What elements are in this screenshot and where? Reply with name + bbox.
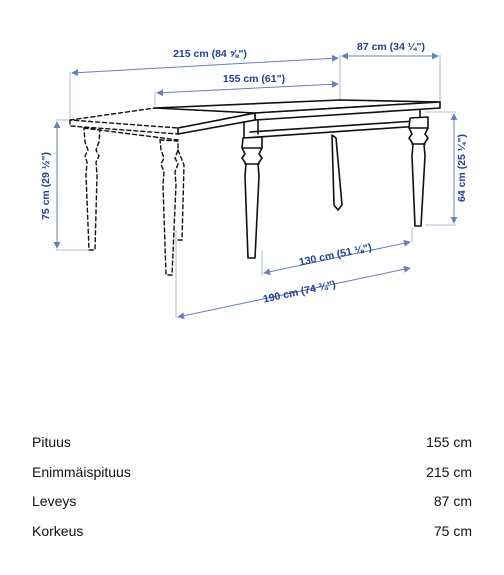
spec-label: Pituus [32, 434, 71, 450]
dim-line-max-length [72, 58, 338, 73]
spec-value: 75 cm [433, 522, 472, 539]
spec-value: 155 cm [426, 434, 472, 450]
dim-label-depth: 87 cm (34 ¼") [356, 41, 426, 53]
spec-list [32, 434, 472, 552]
spec-label: Leveys [32, 493, 77, 509]
dim-label-height: 75 cm (29 ½") [40, 151, 52, 221]
table-solid [155, 100, 440, 258]
spec-value: 215 cm [426, 463, 472, 480]
dim-label-min-length: 155 cm (61") [222, 73, 286, 85]
dim-label-max-length: 215 cm (84 ⅝") [173, 48, 247, 60]
dim-label-leg-span-max: 190 cm (74 ¾") [262, 278, 337, 306]
spec-row-max-length [32, 464, 472, 494]
dim-label-leg-height: 64 cm (25 ¼") [456, 133, 468, 203]
spec-value: 87 cm [433, 493, 472, 509]
dim-label-leg-span-min: 130 cm (51 ⅛") [298, 241, 373, 269]
dim-line-min-length [157, 84, 338, 93]
spec-row-height [32, 523, 472, 553]
extension-leaf-dashed [70, 108, 255, 275]
spec-label: Korkeus [32, 522, 84, 539]
spec-row-length [32, 434, 472, 464]
spec-label: Enimmäispituus [32, 463, 131, 480]
spec-row-width [32, 493, 472, 523]
